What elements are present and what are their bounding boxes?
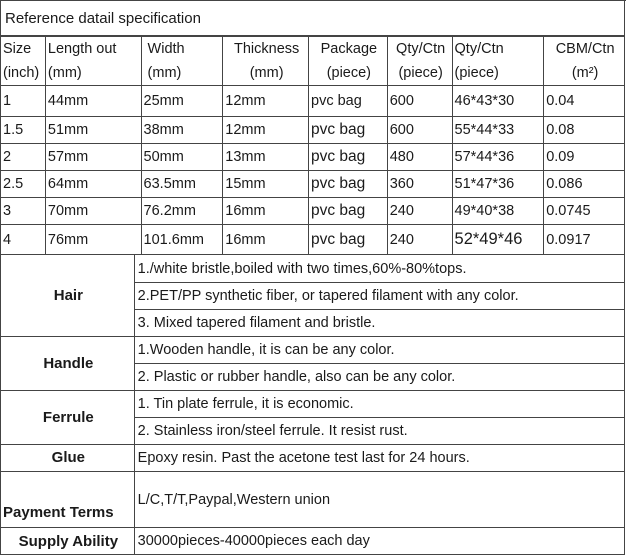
table-row xyxy=(1,144,625,171)
handle-line: 1.Wooden handle, it is can be any color. xyxy=(134,337,624,364)
cell-thickness: 13mm xyxy=(223,144,309,171)
cell-width: 101.6mm xyxy=(141,225,223,255)
detail-row-payment xyxy=(1,472,625,528)
cell-package: pvc bag xyxy=(309,225,388,255)
header-package: Package (piece) xyxy=(309,37,388,86)
ferrule-line: 2. Stainless iron/steel ferrule. It resist rust. xyxy=(134,418,624,445)
cell-thickness: 12mm xyxy=(223,117,309,144)
cell-package: pvc bag xyxy=(309,117,388,144)
cell-thickness: 16mm xyxy=(223,225,309,255)
hair-line: 3. Mixed tapered filament and bristle. xyxy=(134,310,624,337)
cell-qty: 240 xyxy=(387,198,452,225)
hair-line: 1./white bristle,boiled with two times,60%-80%tops. xyxy=(134,255,624,283)
ferrule-label: Ferrule xyxy=(1,391,135,445)
header-size: Size (inch) xyxy=(1,37,46,86)
detail-row-ferrule xyxy=(1,391,625,418)
cell-cbm: 0.0917 xyxy=(544,225,625,255)
cell-carton: 49*40*38 xyxy=(452,198,544,225)
table-row xyxy=(1,171,625,198)
cell-width: 50mm xyxy=(141,144,223,171)
detail-row-hair xyxy=(1,255,625,283)
cell-qty: 600 xyxy=(387,117,452,144)
cell-thickness: 15mm xyxy=(223,171,309,198)
cell-carton: 51*47*36 xyxy=(452,171,544,198)
table-row xyxy=(1,225,625,255)
glue-label: Glue xyxy=(1,445,135,472)
detail-row-handle xyxy=(1,337,625,364)
cell-thickness: 12mm xyxy=(223,86,309,117)
header-width: Width (mm) xyxy=(141,37,223,86)
cell-size: 2.5 xyxy=(1,171,46,198)
ferrule-line: 1. Tin plate ferrule, it is economic. xyxy=(134,391,624,418)
cell-carton: 52*49*46 xyxy=(452,225,544,255)
cell-width: 25mm xyxy=(141,86,223,117)
cell-package: pvc bag xyxy=(309,86,388,117)
cell-length: 76mm xyxy=(45,225,141,255)
glue-value: Epoxy resin. Past the acetone test last for 24 hours. xyxy=(134,445,624,472)
hair-label: Hair xyxy=(1,255,135,337)
cell-package: pvc bag xyxy=(309,144,388,171)
cell-length: 70mm xyxy=(45,198,141,225)
cell-carton: 46*43*30 xyxy=(452,86,544,117)
sheet-title: Reference datail specification xyxy=(1,1,625,36)
cell-cbm: 0.04 xyxy=(544,86,625,117)
detail-row-glue xyxy=(1,445,625,472)
cell-length: 44mm xyxy=(45,86,141,117)
table-row xyxy=(1,86,625,117)
spec-header-row xyxy=(1,37,625,86)
cell-length: 57mm xyxy=(45,144,141,171)
table-row xyxy=(1,198,625,225)
cell-package: pvc bag xyxy=(309,198,388,225)
cell-cbm: 0.08 xyxy=(544,117,625,144)
cell-size: 4 xyxy=(1,225,46,255)
cell-qty: 240 xyxy=(387,225,452,255)
supply-ability-value: 30000pieces-40000pieces each day xyxy=(134,528,624,555)
payment-terms-value: L/C,T/T,Paypal,Western union xyxy=(134,472,624,528)
cell-cbm: 0.086 xyxy=(544,171,625,198)
table-row xyxy=(1,117,625,144)
handle-line: 2. Plastic or rubber handle, also can be any color. xyxy=(134,364,624,391)
header-qty-ctn: Qty/Ctn (piece) xyxy=(387,37,452,86)
cell-cbm: 0.0745 xyxy=(544,198,625,225)
header-cbm: CBM/Ctn (m²) xyxy=(544,37,625,86)
cell-cbm: 0.09 xyxy=(544,144,625,171)
cell-package: pvc bag xyxy=(309,171,388,198)
cell-length: 64mm xyxy=(45,171,141,198)
cell-width: 76.2mm xyxy=(141,198,223,225)
cell-thickness: 16mm xyxy=(223,198,309,225)
supply-ability-label: Supply Ability xyxy=(1,528,135,555)
cell-qty: 480 xyxy=(387,144,452,171)
cell-qty: 360 xyxy=(387,171,452,198)
header-carton-size: Qty/Ctn (piece) xyxy=(452,37,544,86)
header-length: Length out (mm) xyxy=(45,37,141,86)
cell-size: 3 xyxy=(1,198,46,225)
spec-table xyxy=(0,36,625,255)
hair-line: 2.PET/PP synthetic fiber, or tapered filament with any color. xyxy=(134,283,624,310)
cell-length: 51mm xyxy=(45,117,141,144)
cell-size: 1.5 xyxy=(1,117,46,144)
cell-size: 2 xyxy=(1,144,46,171)
cell-carton: 55*44*33 xyxy=(452,117,544,144)
cell-size: 1 xyxy=(1,86,46,117)
handle-label: Handle xyxy=(1,337,135,391)
payment-terms-label: Payment Terms xyxy=(1,472,135,528)
cell-width: 63.5mm xyxy=(141,171,223,198)
cell-carton: 57*44*36 xyxy=(452,144,544,171)
header-thickness: Thickness (mm) xyxy=(223,37,309,86)
cell-width: 38mm xyxy=(141,117,223,144)
detail-row-supply xyxy=(1,528,625,555)
detail-table xyxy=(0,254,625,555)
cell-qty: 600 xyxy=(387,86,452,117)
